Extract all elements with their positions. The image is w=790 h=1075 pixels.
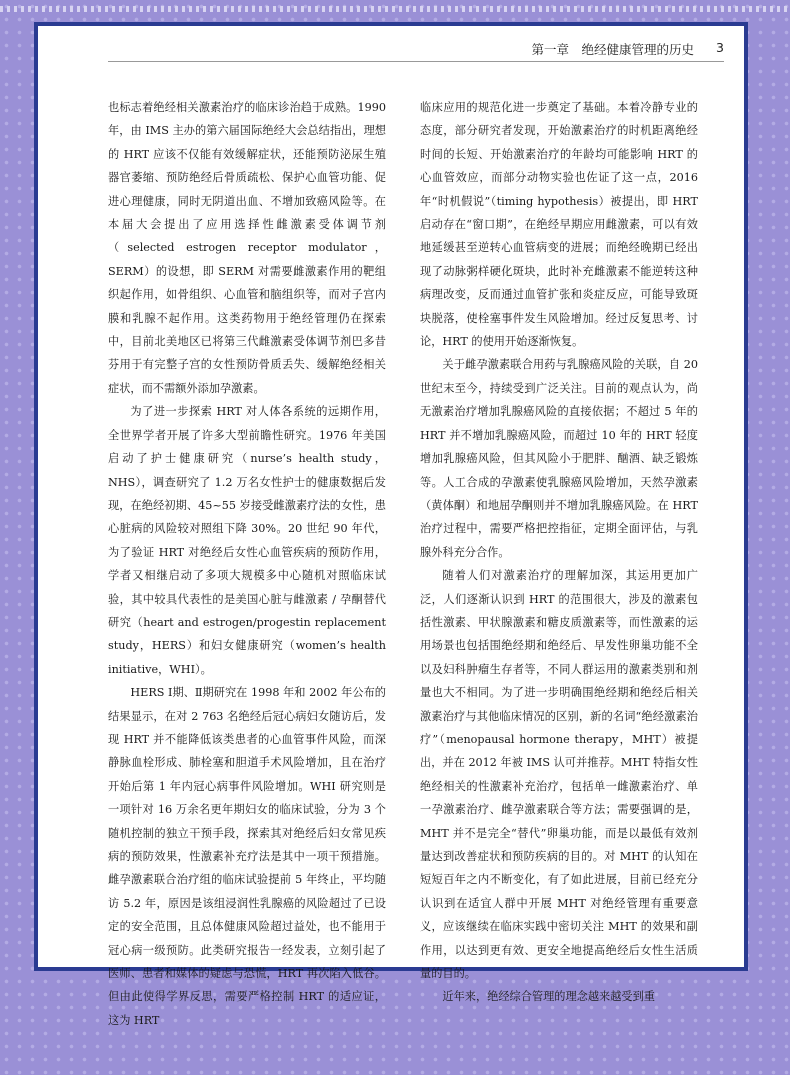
chapter-title: 第一章 绝经健康管理的历史 [531,42,694,57]
left-column [108,96,386,1032]
top-dot-stripe [0,6,790,12]
paragraph: 随着人们对激素治疗的理解加深，其运用更加广泛，人们逐渐认识到 HRT 的范围很大，涉及的激素包括性激素、甲状腺激素和糖皮质激素等，而性激素的运用场景也包括围绝经期和绝经后、早发性卵巢功能不全以及妇科肿瘤生存者等，不同人群运用的激素类别和剂量也大不相同。为了进一步明确围绝经期和绝经后相关激素治疗与其他临床情况的区别，新的名词“绝经激素治疗”（menopausal hormone therapy，MHT）被提出，并在 2012 年被 IMS 认可并推荐。MHT 特指女性绝经相关的性激素补充治疗，包括单一雌激素治疗、单一孕激素治疗、雌孕激素联合等方法；需要强调的是，MHT 并不是完全“替代”卵巢功能，而是以最低有效剂量达到改善症状和预防疾病的目的。对 MHT 的认知在短短百年之内不断变化，有了如此进展，目前已经充分认识到在适宜人群中开展 MHT 对绝经管理有重要意义，应该继续在临床实践中密切关注 MHT 的效果和副作用，以达到更有效、更安全地提高绝经后女性生活质量的目的。 [420,569,698,981]
right-column [420,96,698,1009]
paragraph: 近年来，绝经综合管理的理念越来越受到重 [442,990,655,1004]
paragraph: HERS Ⅰ期、Ⅱ期研究在 1998 年和 2002 年公布的结果显示，在对 2 763 名绝经后冠心病妇女随访后，发现 HRT 并不能降低该类患者的心血管事件风险，而深静脉血栓形成、肺栓塞和胆道手术风险增加，且在治疗开始后第 1 年内冠心病事件风险增加。WHI 研究则是一项针对 16 万余名更年期妇女的临床试验，分为 3 个随机控制的独立干预手段，探索其对绝经后妇女常见疾病的预防效果，性激素补充疗法是其中一项干预措施。雌孕激素联合治疗组的临床试验提前 5 年终止，平均随访 5.2 年，原因是该组浸润性乳腺癌的风险超过了已设定的安全范围，且总体健康风险超过益处，也不能用于冠心病一级预防。此类研究报告一经发表，立刻引起了医师、患者和媒体的疑虑与恐慌，HRT 再次陷入低谷。但由此使得学界反思，需要严格控制 HRT 的适应证，这为 HRT [108,686,386,1027]
paragraph: 关于雌孕激素联合用药与乳腺癌风险的关联，自 20 世纪末至今，持续受到广泛关注。目前的观点认为，尚无激素治疗增加乳腺癌风险的直接依据；不超过 5 年的 HRT 并不增加乳腺癌风险，而超过 10 年的 HRT 轻度增加乳腺癌风险，但其风险小于肥胖、酗酒、缺乏锻炼等。人工合成的孕激素使乳腺癌风险增加，天然孕激素（黄体酮）和地屈孕酮则并不增加乳腺癌风险。在 HRT 治疗过程中，需要严格把控指征，定期全面评估，与乳腺外科充分合作。 [420,358,698,559]
header-rule [108,61,724,62]
book-page [34,22,748,1027]
running-head [38,40,744,58]
paragraph: 也标志着绝经相关激素治疗的临床诊治趋于成熟。1990 年，由 IMS 主办的第六届国际绝经大会总结指出，理想的 HRT 应该不仅能有效缓解症状，还能预防泌尿生殖器官萎缩、预防绝经后骨质疏松、保护心血管功能、促进心理健康，同时无阴道出血、不增加致癌风险等。在本届大会提出了应用选择性雌激素受体调节剂（selected estrogen receptor modulator，SERM）的设想，即 SERM 对需要雌激素作用的靶组织起作用，如骨组织、心血管和脑组织等，而对子宫内膜和乳腺不起作用。这类药物用于绝经管理仍在探索中，目前北美地区已将第三代雌激素受体调节剂巴多昔芬用于有完整子宫的女性预防骨质丢失、缓解绝经相关症状，而不需额外添加孕激素。 [108,101,386,395]
page-number: 3 [716,40,724,55]
paragraph: 临床应用的规范化进一步奠定了基础。本着冷静专业的态度，部分研究者发现，开始激素治疗的时机距离绝经时间的长短、开始激素治疗的年龄均可能影响 HRT 的心血管效应，而部分动物实验也佐证了这一点，2016 年“时机假说”（timing hypothesis）被提出，即 HRT 启动存在“窗口期”，在绝经早期应用雌激素，可以有效地延缓甚至逆转心血管病变的进展；而绝经晚期已经出现了动脉粥样硬化斑块，此时补充雌激素不能逆转这种病理改变，反而通过血管扩张和炎症反应，可能导致斑块脱落，使栓塞事件发生风险增加。经过反复思考、讨论，HRT 的使用开始逐渐恢复。 [420,101,698,349]
paragraph: 为了进一步探索 HRT 对人体各系统的远期作用，全世界学者开展了许多大型前瞻性研究。1976 年美国启动了护士健康研究（nurse’s health study，NHS），调查研究了 1.2 万名女性护士的健康数据后发现，在绝经初期、45~55 岁接受雌激素疗法的女性，患心脏病的风险较对照组下降 30%。20 世纪 90 年代，为了验证 HRT 对绝经后女性心血管疾病的预防作用，学者又相继启动了多项大规模多中心随机对照临床试验，其中较具代表性的是美国心脏与雌激素 / 孕酮替代研究（heart and estrogen/progestin replacement study，HERS）和妇女健康研究（women’s health initiative，WHI）。 [108,405,386,676]
